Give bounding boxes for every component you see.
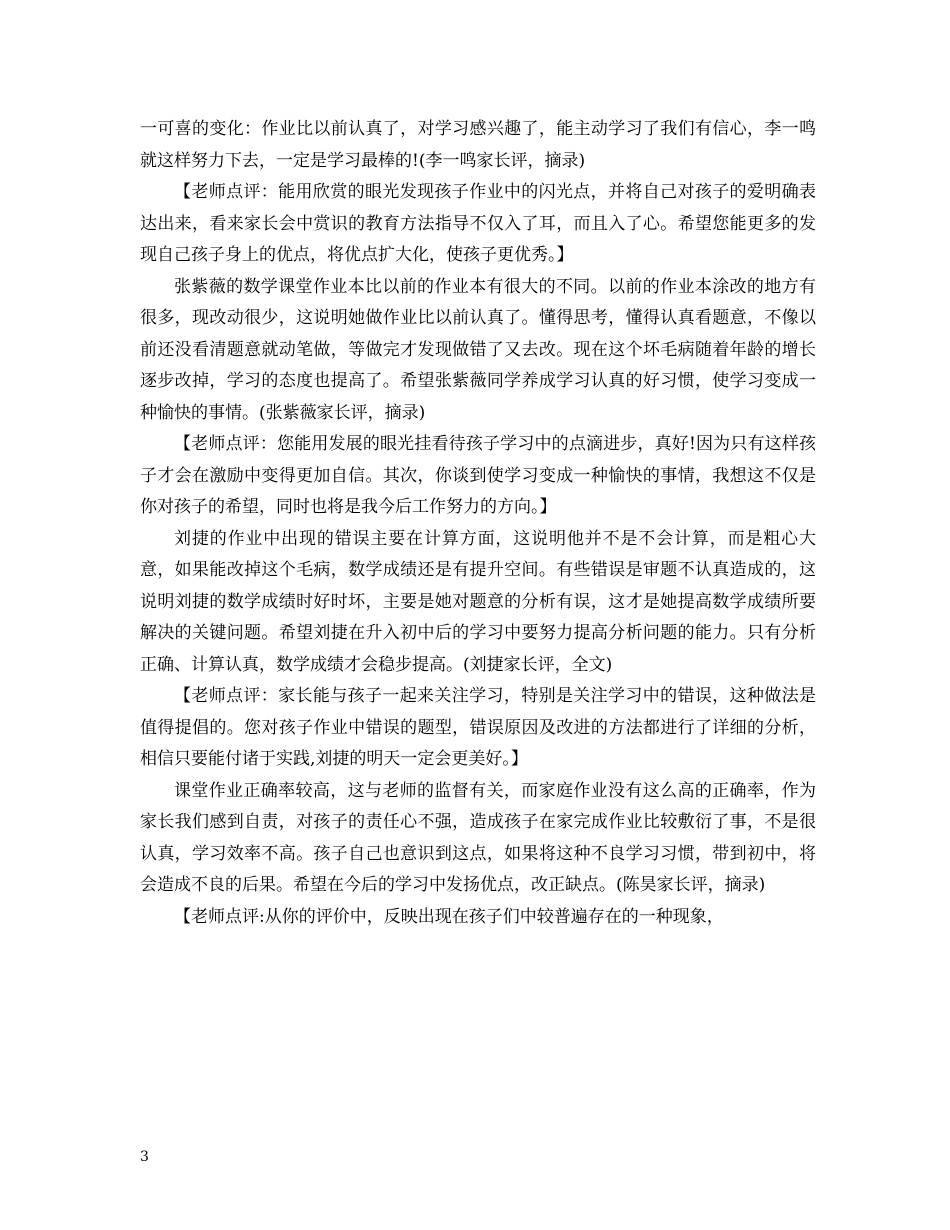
page-number: 3: [140, 1149, 149, 1165]
paragraph-teacher-comment-zhang: 【老师点评：您能用发展的眼光挂看待孩子学习中的点滴进步，真好!因为只有这样孩子才会在激励中变得更加自信。其次，你谈到使学习变成一种愉快的事情，我想这不仅是你对孩子的希望，同时也将是我今后工作努力的方向。】: [140, 434, 816, 517]
paragraph-parent-review-zhang: 张紫薇的数学课堂作业本比以前的作业本有很大的不同。以前的作业本涂改的地方有很多，现改动很少，这说明她做作业比以前认真了。懂得思考，懂得认真看题意，不像以前还没看清题意就动笔做，等做完才发现做错了又去改。现在这个坏毛病随着年龄的增长逐步改掉，学习的态度也提高了。希望张紫薇同学养成学习认真的好习惯，使学习变成一种愉快的事情。(张紫薇家长评，摘录): [140, 276, 816, 423]
paragraph-parent-review-li: 一可喜的变化：作业比以前认真了，对学习感兴趣了，能主动学习了我们有信心，李一鸣就这样努力下去，一定是学习最棒的!(李一鸣家长评，摘录): [140, 119, 816, 171]
paragraph-teacher-comment-chen: 【老师点评:从你的评价中，反映出现在孩子们中较普遍存在的一种现象，: [174, 906, 724, 927]
document-body: [140, 114, 816, 933]
paragraph-teacher-comment-li: 【老师点评：能用欣赏的眼光发现孩子作业中的闪光点，并将自己对孩子的爱明确表达出来，看来家长会中赏识的教育方法指导不仅入了耳，而且入了心。希望您能更多的发现自己孩子身上的优点，将优点扩大化，使孩子更优秀。】: [140, 182, 816, 265]
paragraph-parent-review-chen: 课堂作业正确率较高，这与老师的监督有关，而家庭作业没有这么高的正确率，作为家长我们感到自责，对孩子的责任心不强，造成孩子在家完成作业比较敷衍了事，不是很认真，学习效率不高。孩子自己也意识到这点，如果将这种不良学习习惯，带到初中，将会造成不良的后果。希望在今后的学习中发扬优点，改正缺点。(陈昊家长评，摘录): [140, 780, 816, 895]
paragraph-teacher-comment-liu: 【老师点评：家长能与孩子一起来关注学习，特别是关注学习中的错误，这种做法是值得提倡的。您对孩子作业中错误的题型，错误原因及改进的方法都进行了详细的分析，相信只要能付诸于实践,刘捷的明天一定会更美好。】: [140, 686, 816, 769]
paragraph-parent-review-liu: 刘捷的作业中出现的错误主要在计算方面，这说明他并不是不会计算，而是粗心大意，如果能改掉这个毛病，数学成绩还是有提升空间。有些错误是审题不认真造成的，这说明刘捷的数学成绩时好时坏，主要是她对题意的分析有误，这才是她提高数学成绩所要解决的关键问题。希望刘捷在升入初中后的学习中要努力提高分析问题的能力。只有分析正确、计算认真，数学成绩才会稳步提高。(刘捷家长评，全文): [140, 528, 816, 675]
